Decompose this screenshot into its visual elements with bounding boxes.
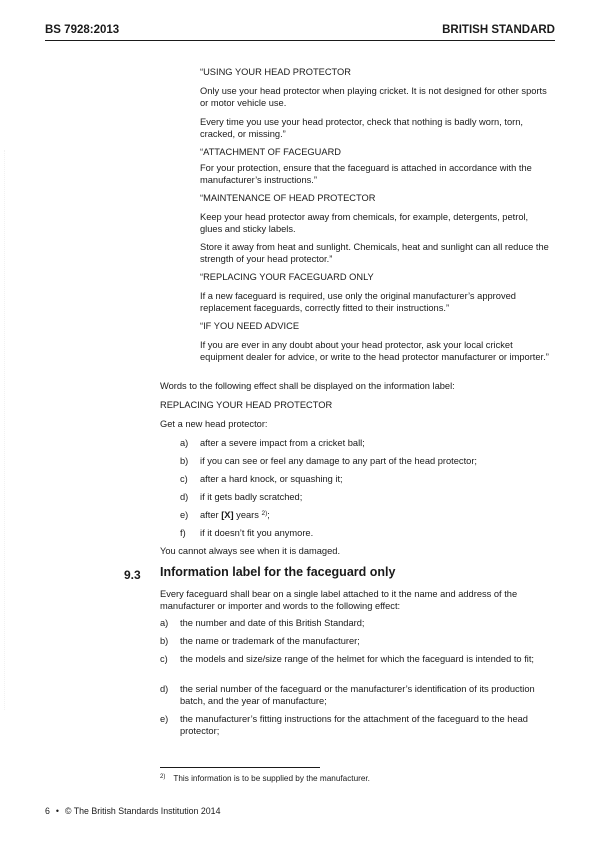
list-item [160,684,550,707]
footnote-text: This information is to be supplied by the manufacturer. [173,774,370,783]
list-text: if you can see or feel any damage to any part of the head protector; [200,456,478,466]
paragraph: Get a new head protector: [160,419,268,429]
list-label: c) [160,654,168,664]
list-item [160,714,550,737]
list-item [180,492,550,504]
section-title: Information label for the faceguard only [160,565,396,579]
list-label: c) [180,474,188,484]
paragraph: Every faceguard shall bear on a single label attached to it the name and address of the manufacturer or importer and words to the following effect: [160,589,518,611]
heading-replacing-faceguard: “REPLACING YOUR FACEGUARD ONLY [200,272,374,282]
list-item [180,474,550,486]
list-text: the number and date of this British Standard; [180,618,365,628]
list-label: d) [180,492,189,502]
list-item [160,654,550,666]
list-text-part: ; [267,510,270,520]
footnote-ref[interactable]: 2) [261,510,268,517]
copyright: © The British Standards Institution 2014 [65,806,221,816]
list-item [180,510,550,522]
page-footer [45,806,220,816]
footer-bullet: • [55,806,59,816]
list-item [160,636,550,648]
heading-attachment: “ATTACHMENT OF FACEGUARD [200,147,342,157]
list-text: the manufacturer’s fitting instructions for the attachment of the faceguard to the head protector; [180,714,528,736]
list-item [160,618,550,630]
list-item [180,528,550,540]
footnote-mark: 2) [160,774,166,780]
list-label: b) [180,456,189,466]
paragraph: For your protection, ensure that the faceguard is attached in accordance with the manufacturer’s instructions.” [200,163,532,185]
header-title: BRITISH STANDARD [442,24,555,36]
page-number: 6 [45,806,50,816]
list-item [180,456,550,468]
footnote [160,774,550,783]
footnote-rule [160,767,320,768]
paragraph: Keep your head protector away from chemicals, for example, detergents, petrol, glues and sticky labels. [200,212,529,234]
list-text: if it gets badly scratched; [200,492,303,502]
list-text-part: after [200,510,222,520]
list-label: a) [160,618,169,628]
list-text: after a hard knock, or squashing it; [200,474,343,484]
heading-advice: “IF YOU NEED ADVICE [200,321,300,331]
paragraph: Only use your head protector when playing cricket. It is not designed for other sports or motor vehicle use. [200,86,547,108]
paragraph: Words to the following effect shall be displayed on the information label: [160,381,455,391]
list-label: f) [180,528,186,538]
paragraph: Every time you use your head protector, check that nothing is badly worn, torn, cracked, or missing.” [200,117,523,139]
section-number: 9.3 [124,568,141,582]
list-text: the serial number of the faceguard or the manufacturer’s identification of its production batch, and the year of manufacture; [180,684,535,706]
list-label: e) [160,714,169,724]
heading-replacing-protector: REPLACING YOUR HEAD PROTECTOR [160,400,333,410]
list-text: the name or trademark of the manufacturer; [180,636,360,646]
list-label: b) [160,636,169,646]
placeholder-x: [X] [221,510,234,520]
standard-number: BS 7928:2013 [45,24,120,36]
paragraph: Store it away from heat and sunlight. Chemicals, heat and sunlight can all reduce the strength of your head protector.” [200,242,549,264]
paragraph: You cannot always see when it is damaged. [160,546,341,556]
paragraph: If you are ever in any doubt about your head protector, ask your local cricket equipment dealer for advice, or write to the head protector manufacturer or importer.” [200,340,549,362]
list-label: e) [180,510,189,520]
list-text: if it doesn’t fit you anymore. [200,528,314,538]
list-text [200,510,270,522]
list-label: d) [160,684,169,694]
list-label: a) [180,438,189,448]
paragraph: If a new faceguard is required, use only the original manufacturer’s approved replacement faceguards, correctly fitted to their instructions.” [200,291,516,313]
heading-using: “USING YOUR HEAD PROTECTOR [200,67,352,77]
list-item [180,438,550,450]
heading-maintenance: “MAINTENANCE OF HEAD PROTECTOR [200,193,376,203]
list-text-part: years [233,510,262,520]
list-text: the models and size/size range of the helmet for which the faceguard is intended to fit; [180,654,535,664]
list-text: after a severe impact from a cricket ball; [200,438,365,448]
